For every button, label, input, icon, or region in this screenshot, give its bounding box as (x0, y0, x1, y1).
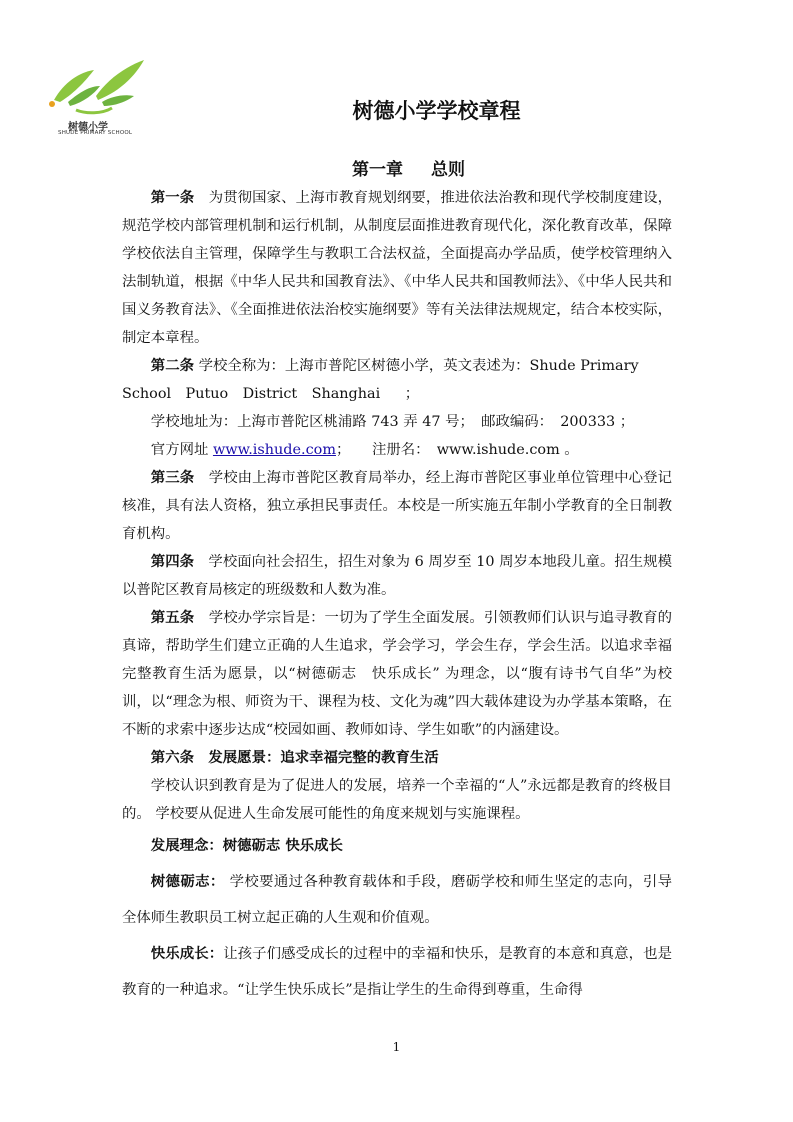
article-text: 学校由上海市普陀区教育局举办，经上海市普陀区事业单位管理中心登记核准，具有法人资格，独立承担民事责任。本校是一所实施五年制小学教育的全日制教育机构。 (122, 470, 672, 542)
article-5 (122, 604, 672, 744)
article-label: 第六条 (150, 750, 194, 766)
article-label: 第三条 (150, 470, 195, 486)
article-label: 第五条 (150, 610, 195, 626)
school-address: 学校地址为：上海市普陀区桃浦路 743 弄 47 号； 邮政编码： 200333 ； (150, 414, 635, 430)
article-2 (122, 352, 672, 380)
article-4 (122, 548, 672, 604)
logo-english-name: SHUDE PRIMARY SCHOOL (58, 130, 133, 136)
article-3 (122, 464, 672, 548)
website-link[interactable]: www.ishude.com (212, 442, 336, 458)
chapter-heading (0, 155, 793, 180)
website-prefix: 官方网址 (150, 442, 209, 458)
article-6-text: 学校认识到教育是为了促进人的发展，培养一个幸福的“人”永远都是教育的终极目的。 学校要从促进人生命发展可能性的角度来规划与实施课程。 (122, 778, 672, 822)
article-2-continued: School Putuo District Shanghai ； (122, 386, 420, 402)
section-text: 让孩子们感受成长的过程中的幸福和快乐，是教育的本意和真意，也是教育的一种追求。“让学生快乐成长”是指让学生的生命得到尊重，生命得 (122, 946, 672, 998)
official-website (122, 436, 672, 464)
concept-heading: 发展理念：树德砺志 快乐成长 (150, 838, 343, 854)
article-text: 学校办学宗旨是：一切为了学生全面发展。引领教师们认识与追寻教育的真谛，帮助学生们建立正确的人生追求，学会学习，学会生存，学会生活。以追求幸福完整教育生活为愿景，以“树德砺志 快乐成长” 为理念，以“腹有诗书气自华”为校训，以“理念为根、师资为干、课程为枝、文化为魂”四大载体建设为办学基本策略，在不断的求索中逐步达成“校园如画、教师如诗、学生如歌”的内涵建设。 (122, 610, 672, 738)
article-text: 学校全称为：上海市普陀区树德小学，英文表述为：Shude Primary (198, 358, 639, 374)
page-number: 1 (392, 1040, 401, 1054)
shude-lizhi-section (122, 864, 672, 936)
section-label: 快乐成长： (150, 946, 224, 962)
article-label: 第四条 (150, 554, 195, 570)
chapter-number: 第一章 (352, 160, 403, 180)
document-title: 树德小学学校章程 (352, 99, 521, 123)
section-label: 树德砺志： (150, 874, 225, 890)
happy-growth-section (122, 936, 672, 1008)
article-text: 学校面向社会招生，招生对象为 6 周岁至 10 周岁本地段儿童。招生规模以普陀区教育局核定的班级数和人数为准。 (122, 554, 672, 598)
article-1 (122, 184, 672, 352)
logo-chinese-name: 树德小学 (68, 122, 108, 133)
article-label: 第一条 (150, 190, 195, 206)
article-heading: 发展愿景：追求幸福完整的教育生活 (208, 750, 439, 766)
development-concept (122, 828, 672, 864)
chapter-name: 总则 (431, 160, 465, 180)
website-suffix: ； 注册名： www.ishude.com 。 (335, 442, 579, 458)
section-text: 学校要通过各种教育载体和手段，磨砺学校和师生坚定的志向，引导全体师生教职员工树立起正确的人生观和价值观。 (122, 874, 672, 926)
article-text: 为贯彻国家、上海市教育规划纲要，推进依法治教和现代学校制度建设，规范学校内部管理机制和运行机制，从制度层面推进教育现代化，深化教育改革，保障学校依法自主管理，保障学生与教职工合法权益，全面提高办学品质，使学校管理纳入法制轨道，根据《中华人民共和国教育法》、《中华人民共和国教师法》、《中华人民共和国义务教育法》、《全面推进依法治校实施纲要》等有关法律法规规定，结合本校实际，制定本章程。 (122, 190, 672, 346)
article-6-heading (122, 744, 672, 772)
document-body (122, 184, 672, 1008)
article-label: 第二条 (150, 358, 194, 374)
